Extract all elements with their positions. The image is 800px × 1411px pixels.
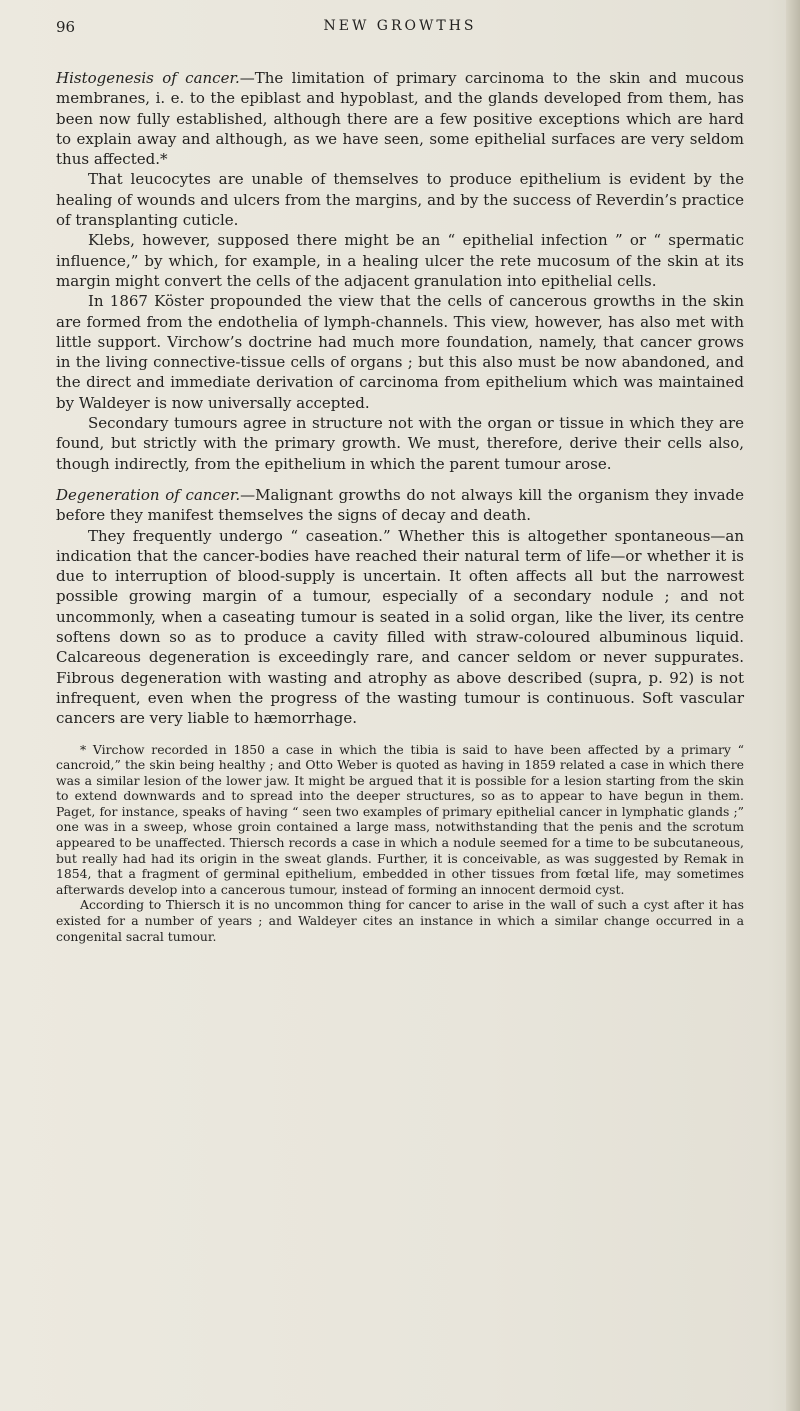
- running-title: NEW GROWTHS: [323, 18, 477, 34]
- section-heading-degeneration: Degeneration of cancer.: [56, 485, 241, 504]
- page-header: [56, 12, 744, 42]
- paragraph: Secondary tumours agree in structure not with the organ or tissue in which they are found, but strictly with the primary growth. We must, therefore, derive their cells also, though indirectly, from the epithelium in which the parent tumour arose.: [56, 414, 744, 473]
- paragraph: That leucocytes are unable of themselves to produce epithelium is evident by the healing of wounds and ulcers from the margins, and by the success of Reverdin’s practice of transplanting cuticle.: [56, 170, 744, 230]
- paragraph-text: The limitation of primary carcinoma to the skin and mucous membranes, i. e. to the epiblast and hypoblast, and the glands developed from them, has been now fully established, although there are a few positive exceptions which are hard to explain away and although, as we have seen, some epithelial surfaces are very seldom thus affected.*: [56, 69, 744, 169]
- section-heading-histogenesis: Histogenesis of cancer.: [56, 69, 240, 87]
- footnote-paragraph: * Virchow recorded in 1850 a case in which the tibia is said to have been affected by a primary “ cancroid,” the skin being healthy ; and Otto Weber is quoted as having in 1859 related a case in which there was a similar lesion of the lower jaw. It might be argued that it is possible for a lesion starting from the skin to extend downwards and to spread into the deeper structures, so as to appear to have begun in them. Paget, for instance, speaks of having “ seen two examples of primary epithelial cancer in lymphatic glands ;” one was in a sweep, whose groin contained a large mass, notwithstanding that the penis and the scrotum appeared to be unaffected. Thiersch records a case in which a nodule seemed for a time to be subcutaneous, but really had had its origin in the sweat glands. Further, it is conceivable, as was suggested by Remak in 1854, that a fragment of germinal epithelium, embedded in other tissues from fœtal life, may sometimes afterwards develop into a cancerous tumour, instead of forming an innocent dermoid cyst.: [56, 741, 744, 897]
- paragraph: In 1867 Köster propounded the view that the cells of cancerous growths in the skin are formed from the endothelia of lymph-channels. This view, however, has also met with little support. Virchow’s doctrine had much more foundation, namely, that cancer grows in the living connective-tissue cells of organs ; but this also must be now abandoned, and the direct and immediate derivation of carcinoma from epithelium which was maintained by Waldeyer is now universally accepted.: [56, 292, 744, 412]
- page-number: 96: [56, 18, 76, 36]
- paragraph: Histogenesis of cancer.—The limitation of primary carcinoma to the skin and mucous membranes, i. e. to the epiblast and hypoblast, and the glands developed from them, has been now fully established, although there are a few positive exceptions which are hard to explain away and although, as we have seen, some epithelial surfaces are very seldom thus affected.*: [56, 69, 744, 169]
- footnote-paragraph: According to Thiersch it is no uncommon thing for cancer to arise in the wall of such a cyst after it has existed for a number of years ; and Waldeyer cites an instance in which a similar change occurred in a congenital sacral tumour.: [56, 897, 744, 944]
- paragraph-text: Malignant growths do not always kill the organism they invade before they manifest themselves the signs of decay and death.: [56, 485, 744, 525]
- paragraph: They frequently undergo “ caseation.” Whether this is altogether spontaneous—an indication that the cancer-bodies have reached their natural term of life—or whether it is due to interruption of blood-supply is uncertain. It often affects all but the narrowest possible growing margin of a tumour, especially of a secondary nodule ; and not uncommonly, when a caseating tumour is seated in a solid organ, like the liver, its centre softens down so as to produce a cavity filled with straw-coloured albuminous liquid. Calcareous degeneration is exceedingly rare, and cancer seldom or never suppurates. Fibrous degeneration with wasting and atrophy as above described (supra, p. 92) is not infrequent, even when the progress of the wasting tumour is continuous. Soft vascular cancers are very liable to hæmorrhage.: [56, 526, 744, 728]
- paragraph: Degeneration of cancer.—Malignant growths do not always kill the organism they invade before they manifest themselves the signs of decay and death.: [56, 485, 744, 525]
- page-body: [56, 68, 744, 944]
- page-edge: [786, 0, 800, 1411]
- footnote: [56, 742, 744, 945]
- paragraph: Klebs, however, supposed there might be an “ epithelial infection ” or “ spermatic influence,” by which, for example, in a healing ulcer the rete mucosum of the skin at its margin might convert the cells of the adjacent granulation into epithelial cells.: [56, 231, 744, 290]
